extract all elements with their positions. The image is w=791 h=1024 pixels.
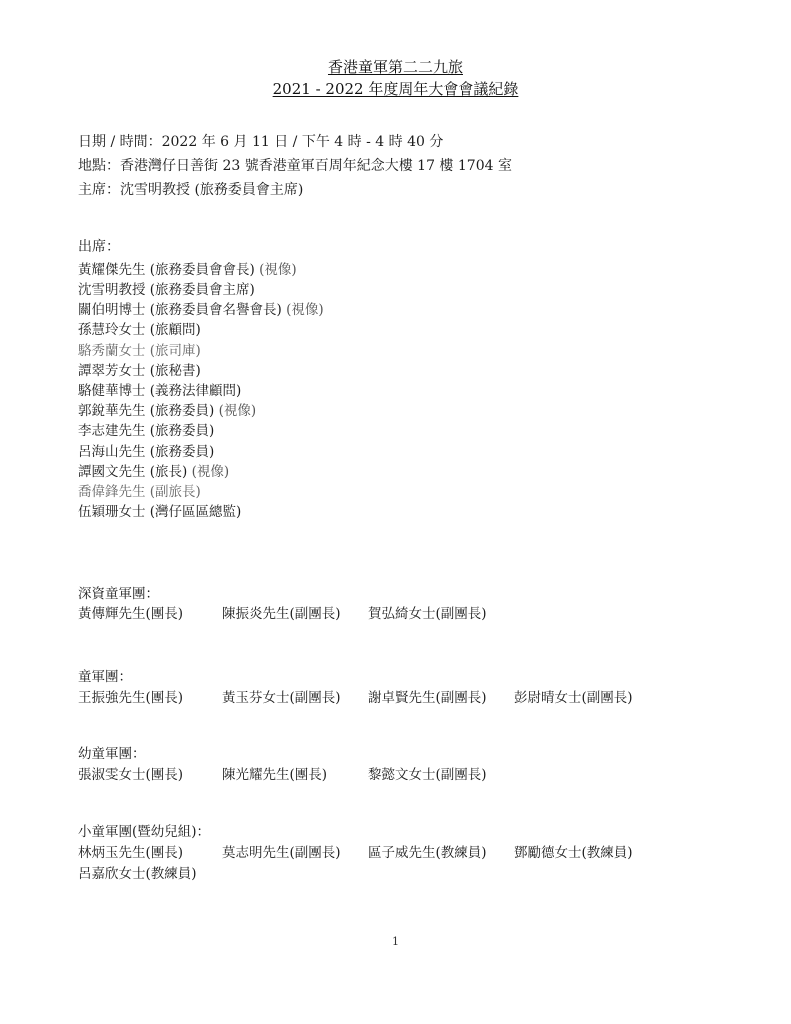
attendee-name-role: 喬偉鋒先生 (副旅長) (78, 484, 201, 500)
attendee-note: (視像) (191, 464, 230, 480)
attendee-item (78, 399, 256, 419)
attendee-item (78, 500, 241, 520)
document-title: 香港童軍第二二九旅 (327, 58, 463, 76)
attendee-item (78, 339, 201, 359)
section-heading-grasshopper-scouts: 小童軍團(暨幼兒組)： (78, 824, 211, 840)
attendee-item (78, 440, 214, 460)
section-heading-venture-scouts: 深資童軍團： (78, 586, 159, 602)
member-cell: 區子威先生(教練員) (368, 845, 487, 861)
attendee-name-role: 譚翠芳女士 (旅秘書) (78, 363, 201, 379)
attendee-name-role: 郭銳華先生 (旅務委員) (78, 403, 215, 419)
member-cell: 彭尉晴女士(副團長) (514, 690, 633, 706)
attendee-name-role: 伍穎珊女士 (灣仔區區總監) (78, 504, 242, 520)
member-cell: 賀弘綺女士(副團長) (368, 606, 487, 622)
member-cell: 陳光耀先生(團長) (222, 767, 328, 783)
attendee-item (78, 318, 201, 338)
meeting-date-time: 日期 / 時間：2022 年 6 月 11 日 / 下午 4 時 - 4 時 40 分 (78, 134, 444, 150)
attendee-item (78, 359, 201, 379)
section-heading-cub-scouts: 幼童軍團： (78, 746, 146, 762)
member-cell: 鄧勵德女士(教練員) (514, 845, 633, 861)
attendee-note: (視像) (218, 403, 257, 419)
section-heading-scouts: 童軍團： (78, 669, 132, 685)
member-cell: 黃玉芬女士(副團長) (222, 690, 341, 706)
attendee-note: (視像) (259, 262, 297, 278)
attendee-name-role: 駱秀蘭女士 (旅司庫) (78, 343, 201, 359)
attendee-name-role: 呂海山先生 (旅務委員) (78, 444, 215, 460)
member-cell: 林炳玉先生(團長) (78, 845, 184, 861)
member-cell: 謝卓賢先生(副團長) (368, 690, 487, 706)
member-cell: 莫志明先生(副團長) (222, 845, 341, 861)
member-cell: 王振強先生(團長) (78, 690, 184, 706)
attendee-name-role: 駱健華博士 (義務法律顧問) (78, 383, 242, 399)
attendee-item (78, 278, 255, 298)
attendee-name-role: 李志建先生 (旅務委員) (78, 423, 215, 439)
attendance-heading: 出席： (78, 239, 120, 255)
attendee-note: (視像) (286, 302, 324, 318)
attendee-item (78, 480, 201, 500)
member-cell: 張淑雯女士(團長) (78, 767, 184, 783)
member-cell: 黃傳輝先生(團長) (78, 606, 184, 622)
attendee-name-role: 孫慧玲女士 (旅顧問) (78, 322, 201, 338)
meeting-chair: 主席：沈雪明教授 (旅務委員會主席) (78, 182, 304, 198)
attendee-item (78, 298, 324, 318)
attendee-name-role: 黃耀傑先生 (旅務委員會會長) (78, 262, 255, 278)
attendee-item (78, 419, 214, 439)
meeting-venue: 地點：香港灣仔日善街 23 號香港童軍百周年紀念大樓 17 樓 1704 室 (78, 158, 512, 174)
member-cell: 黎懿文女士(副團長) (368, 767, 487, 783)
attendee-item (78, 258, 297, 278)
attendee-name-role: 譚國文先生 (旅長) (78, 464, 188, 480)
page-number: 1 (392, 935, 399, 948)
member-cell: 陳振炎先生(副團長) (222, 606, 341, 622)
attendee-name-role: 關伯明博士 (旅務委員會名譽會長) (78, 302, 282, 318)
attendee-item (78, 379, 241, 399)
attendee-name-role: 沈雪明教授 (旅務委員會主席) (78, 282, 255, 298)
member-cell: 呂嘉欣女士(教練員) (78, 866, 197, 882)
attendee-item (78, 460, 229, 480)
document-subtitle: 2021 - 2022 年度周年大會會議紀錄 (272, 80, 519, 98)
